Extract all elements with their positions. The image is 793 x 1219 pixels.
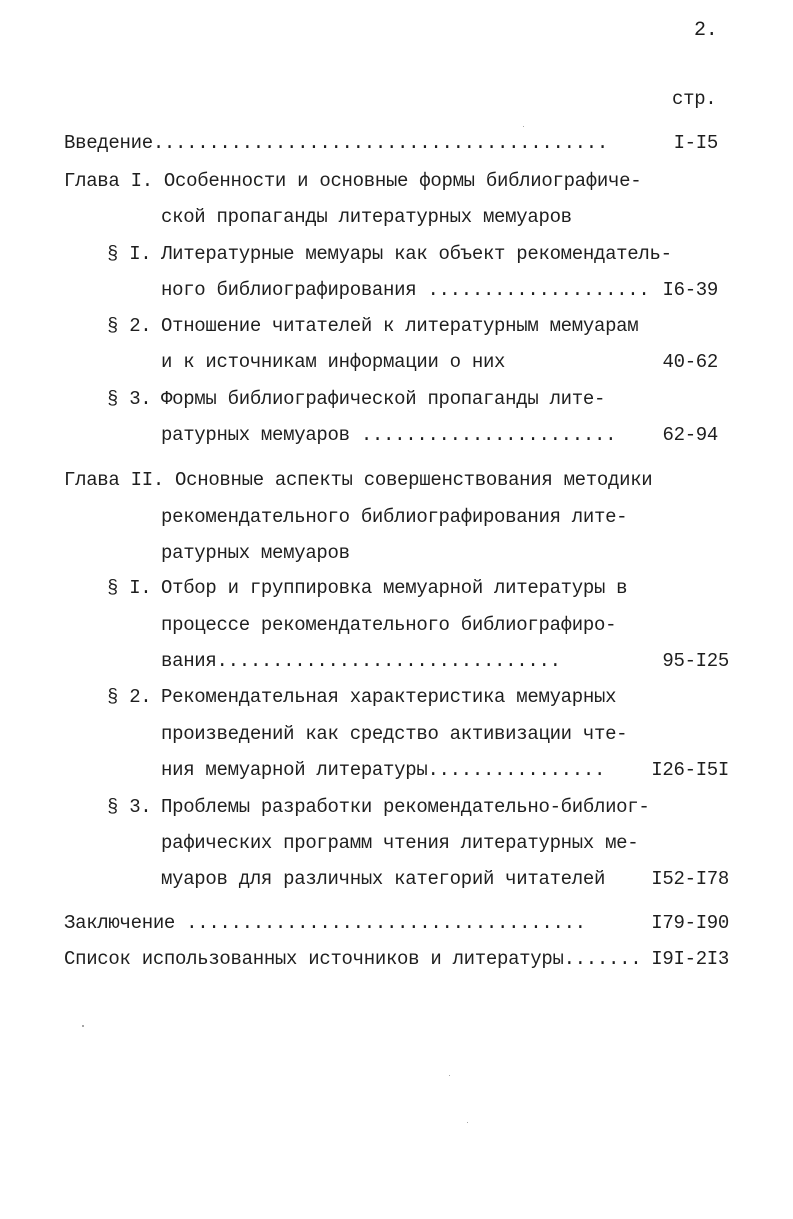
- scan-speck: [82, 1025, 84, 1027]
- toc-chapter1-title-line2: ской пропаганды литературных мемуаров: [161, 206, 572, 228]
- toc-sources-text: Список использованных источников и литературы.......: [64, 948, 642, 970]
- toc-intro-pages: I-I5: [673, 132, 718, 154]
- toc-ch2-s1-line1: Отбор и группировка мемуарной литературы в: [161, 577, 628, 599]
- toc-ch1-s1-line1: Литературные мемуары как объект рекомендатель-: [161, 243, 672, 265]
- toc-ch2-s3-line3: муаров для различных категорий читателей: [161, 868, 606, 890]
- toc-ch2-s2-pages: I26-I5I: [651, 759, 729, 781]
- toc-ch1-s2-number: § 2.: [107, 315, 152, 337]
- toc-ch1-s1-number: § I.: [107, 243, 152, 265]
- toc-ch2-s2-line1: Рекомендательная характеристика мемуарных: [161, 686, 617, 708]
- toc-ch2-s3-line1: Проблемы разработки рекомендательно-библиог-: [161, 796, 650, 818]
- toc-ch1-s1-pages: I6-39: [662, 279, 718, 301]
- toc-ch1-s2-line1: Отношение читателей к литературным мемуарам: [161, 315, 639, 337]
- column-header: стр.: [672, 88, 717, 110]
- toc-ch2-s1-line2: процессе рекомендательного библиографиро-: [161, 614, 617, 636]
- toc-chapter1-title-line1: Глава I. Особенности и основные формы библиографиче-: [64, 170, 642, 192]
- toc-ch1-s3-line1: Формы библиографической пропаганды лите-: [161, 388, 606, 410]
- scan-speck: [467, 1122, 468, 1123]
- toc-ch1-s3-line2: ратурных мемуаров .......................: [161, 424, 617, 446]
- scan-speck: [523, 126, 524, 127]
- toc-ch1-s3-number: § 3.: [107, 388, 152, 410]
- toc-ch2-s2-number: § 2.: [107, 686, 152, 708]
- toc-conclusion-pages: I79-I90: [651, 912, 729, 934]
- toc-ch2-s2-line2: произведений как средство активизации чте-: [161, 723, 628, 745]
- toc-chapter2-title-line2: рекомендательного библиографирования лите-: [161, 506, 628, 528]
- toc-chapter2-title-line1: Глава II. Основные аспекты совершенствования методики: [64, 469, 653, 491]
- page-number: 2.: [694, 19, 718, 42]
- toc-ch2-s3-line2: рафических программ чтения литературных ме-: [161, 832, 639, 854]
- toc-ch1-s3-pages: 62-94: [662, 424, 718, 446]
- toc-ch1-s1-line2: ного библиографирования ....................: [161, 279, 650, 301]
- toc-ch1-s2-pages: 40-62: [662, 351, 718, 373]
- toc-ch2-s3-number: § 3.: [107, 796, 152, 818]
- toc-ch2-s1-line3: вания...............................: [161, 650, 561, 672]
- toc-ch2-s3-pages: I52-I78: [651, 868, 729, 890]
- toc-ch2-s2-line3: ния мемуарной литературы................: [161, 759, 606, 781]
- scan-speck: [449, 1075, 450, 1076]
- toc-sources-pages: I9I-2I3: [651, 948, 729, 970]
- toc-ch2-s1-pages: 95-I25: [662, 650, 729, 672]
- toc-conclusion-text: Заключение ....................................: [64, 912, 586, 934]
- toc-chapter2-title-line3: ратурных мемуаров: [161, 542, 350, 564]
- toc-ch1-s2-line2: и к источникам информации о них: [161, 351, 506, 373]
- toc-ch2-s1-number: § I.: [107, 577, 152, 599]
- toc-intro-text: Введение.........................................: [64, 132, 608, 154]
